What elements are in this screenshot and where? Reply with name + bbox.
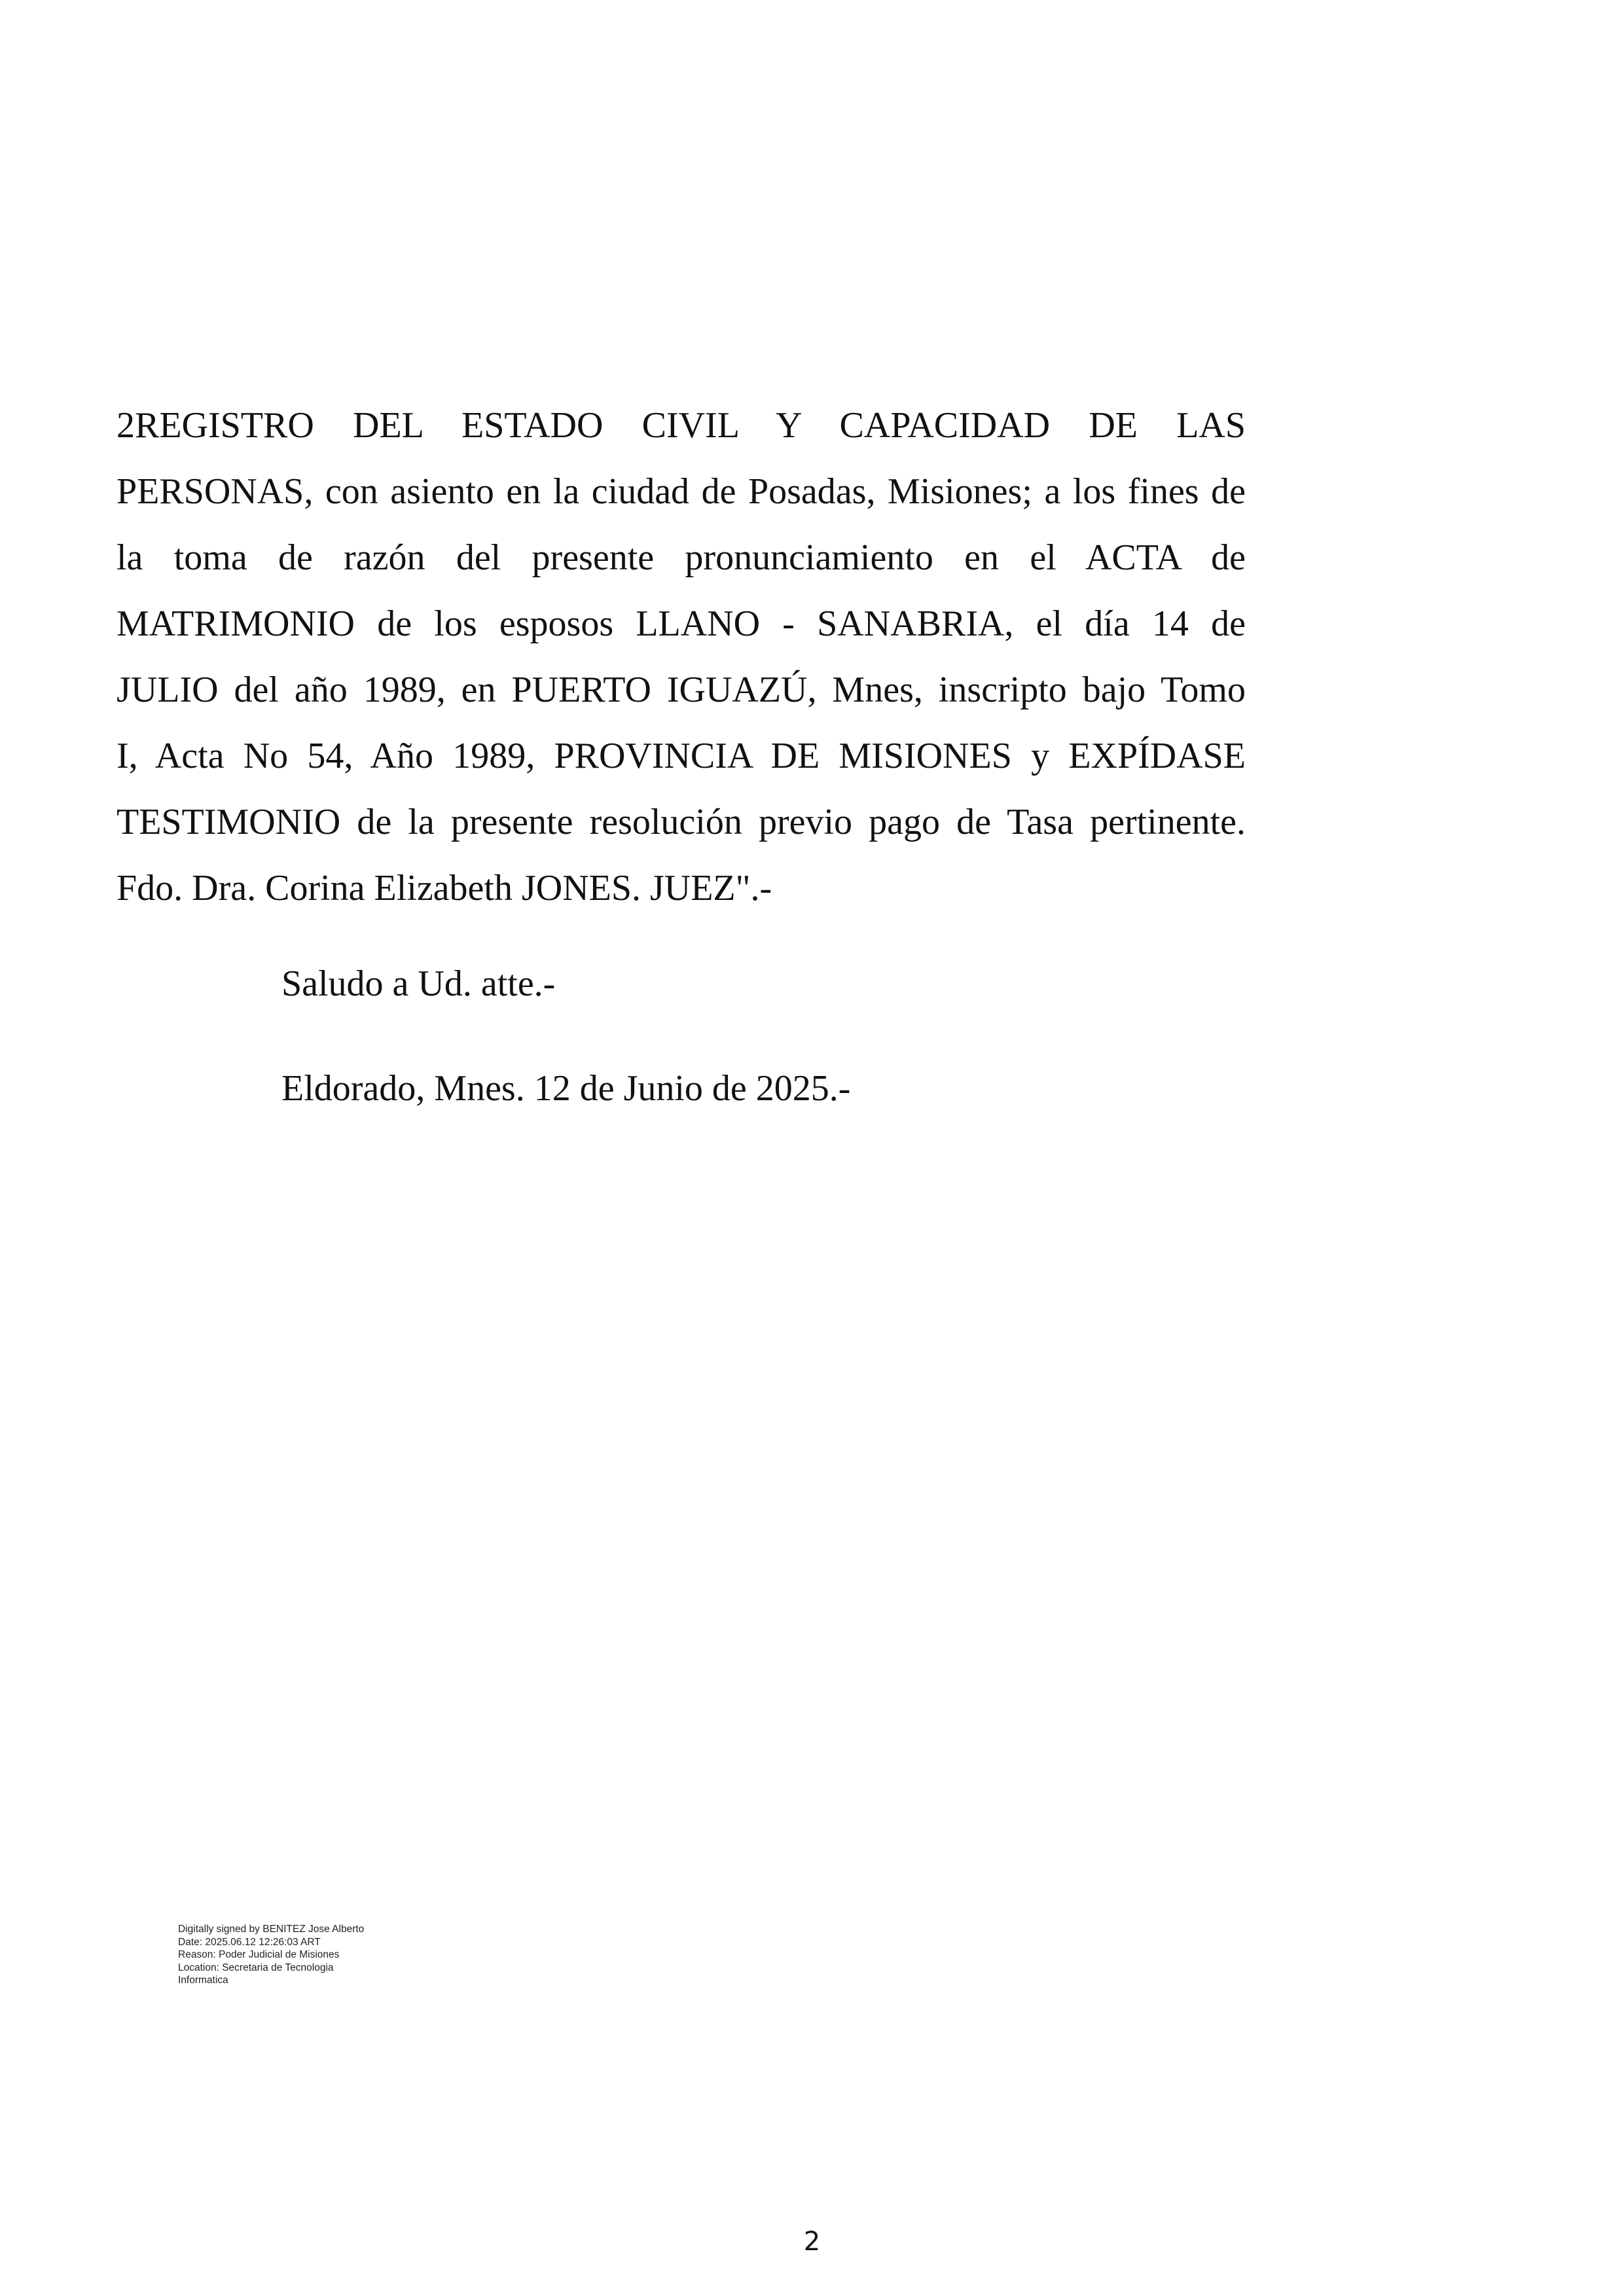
paragraph-line: TESTIMONIO de la presente resolución previo pago de Tasa pertinente. <box>117 802 1246 842</box>
digital-signature-block <box>178 1923 364 1987</box>
signature-reason: Reason: Poder Judicial de Misiones <box>178 1949 340 1960</box>
signature-location-cont: Informatica <box>178 1975 228 1986</box>
paragraph-line-last: Fdo. Dra. Corina Elizabeth JONES. JUEZ".- <box>117 868 772 908</box>
signature-signed-by: Digitally signed by BENITEZ Jose Alberto <box>178 1924 365 1935</box>
paragraph-line: 2REGISTRO DEL ESTADO CIVIL Y CAPACIDAD DE LAS <box>117 405 1246 446</box>
closing-greeting: Saludo a Ud. atte.- <box>281 963 556 1004</box>
resolution-paragraph <box>117 393 1246 922</box>
page-number: 2 <box>803 2227 821 2257</box>
place-and-date: Eldorado, Mnes. 12 de Junio de 2025.- <box>281 1068 851 1109</box>
signature-date: Date: 2025.06.12 12:26:03 ART <box>178 1936 321 1948</box>
paragraph-line: I, Acta No 54, Año 1989, PROVINCIA DE MISIONES y EXPÍDASE <box>117 736 1246 776</box>
paragraph-line: la toma de razón del presente pronunciamiento en el ACTA de <box>117 537 1246 578</box>
paragraph-line: PERSONAS, con asiento en la ciudad de Posadas, Misiones; a los fines de <box>117 471 1246 512</box>
paragraph-line: MATRIMONIO de los esposos LLANO - SANABRIA, el día 14 de <box>117 603 1246 644</box>
signature-location: Location: Secretaria de Tecnologia <box>178 1962 334 1973</box>
paragraph-line: JULIO del año 1989, en PUERTO IGUAZÚ, Mnes, inscripto bajo Tomo <box>117 670 1246 710</box>
